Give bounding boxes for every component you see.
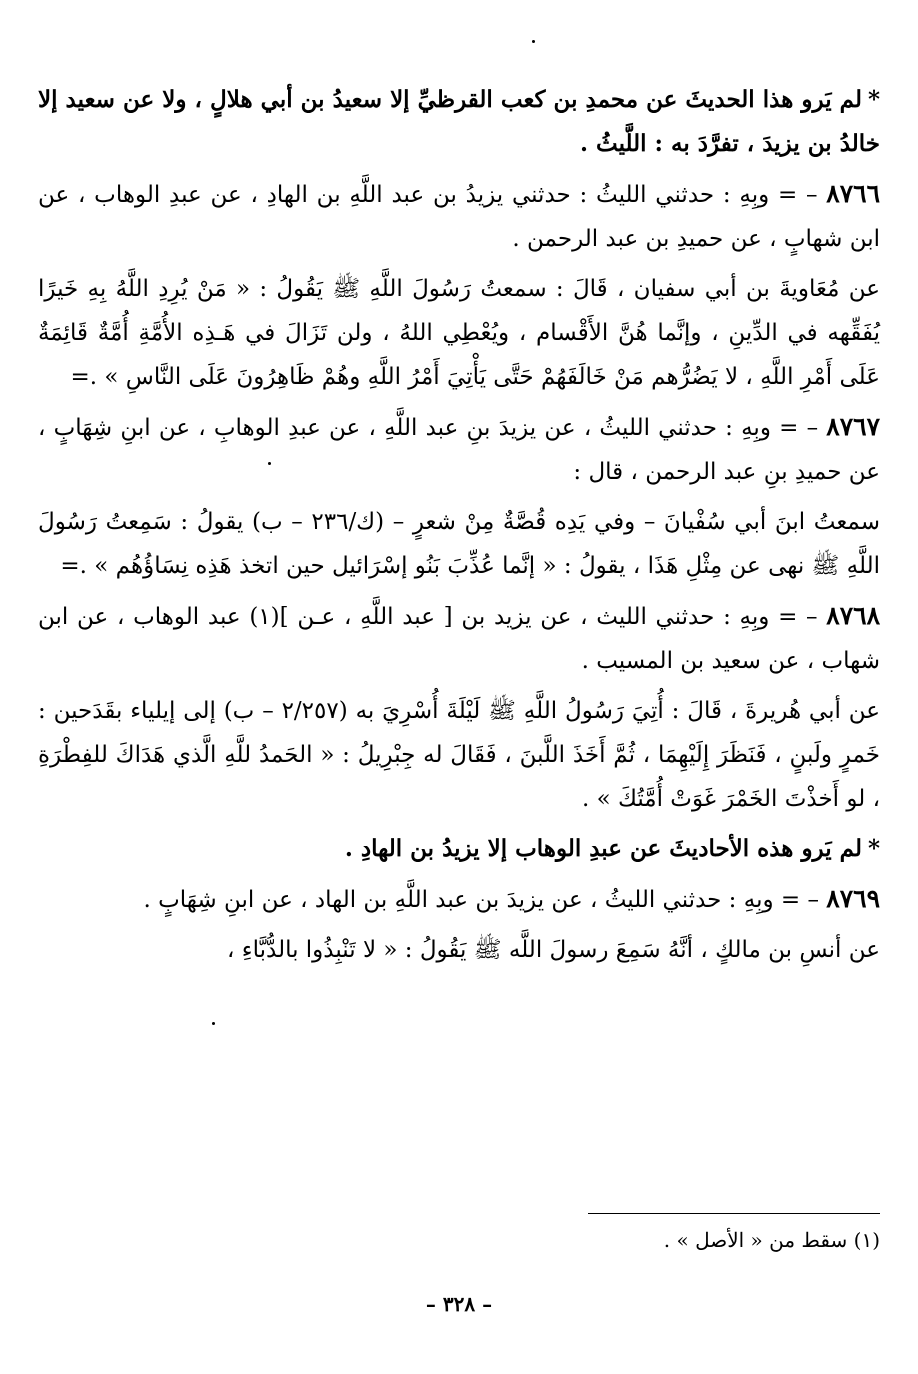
hadith-matn xyxy=(38,267,880,399)
note-text: لم يَرو هذا الحديثَ عن محمدِ بن كعب القرظيِّ إلا سعيدُ بن أبي هلالٍ ، ولا عن سعيد إلا خالدُ بن يزيدَ ، تفرَّدَ به : اللَّيثُ . xyxy=(38,86,880,157)
hadith-matn xyxy=(38,500,880,588)
scan-speck xyxy=(532,40,535,43)
hadith-number: ٨٧٦٧ xyxy=(826,412,880,441)
star-marker: * xyxy=(867,835,880,862)
editorial-note xyxy=(38,78,880,166)
hadith-isnad xyxy=(38,172,880,261)
page-number: – ٣٢٨ – xyxy=(425,1292,493,1316)
hadith-matn xyxy=(38,689,880,821)
editorial-note xyxy=(38,827,880,871)
note-text: لم يَرو هذه الأحاديثَ عن عبدِ الوهاب إلا يزيدُ بن الهادِ . xyxy=(344,835,862,862)
hadith-matn xyxy=(38,928,880,972)
hadith-isnad xyxy=(38,877,880,922)
hadith-number: ٨٧٦٩ xyxy=(826,884,880,913)
star-marker: * xyxy=(867,86,880,113)
hadith-number: ٨٧٦٨ xyxy=(826,601,880,630)
isnad-text: – = وبِهِ : حدثني الليث ، عن يزيد بن [ عبد اللَّهِ ، عـن ](١) عبد الوهاب ، عن ابن شهاب ، عن سعيد بن المسيب . xyxy=(38,604,880,674)
hadith-isnad xyxy=(38,405,880,494)
footnote-divider xyxy=(588,1213,880,1214)
matn-text: عن مُعَاويةَ بن أبي سفيان ، قَالَ : سمعتُ رَسُولَ اللَّهِ ﷺ يَقُولُ : « مَنْ يُرِدِ اللَّهُ بِهِ خَيرًا يُفَقِّهه في الدِّينِ ، وإنَّما هُنَّ الأَقْسام ، ويُعْطِي اللهُ ، ولن تَزَالَ في هَـذِه الأُمَّةِ أُمَّةٌ قَائِمَةٌ عَلَى أَمْرِ اللَّهِ ، لا يَضُرُّهم مَنْ خَالَفَهُمْ حَتَّى يَأْتِيَ أَمْرُ اللَّهِ وهُمْ ظَاهِرُونَ عَلَى النَّاسِ » .= xyxy=(38,276,880,390)
isnad-text: – = وبِهِ : حدثني الليثُ ، عن يزيدَ بنِ عبد اللَّهِ ، عن عبدِ الوهابِ ، عن ابنِ شِهَابٍ ، عن حميدِ بنِ عبد الرحمن ، قال : xyxy=(38,415,880,485)
hadith-isnad xyxy=(38,594,880,683)
matn-text: عن أبي هُريرةَ ، قَالَ : أُتِيَ رَسُولُ اللَّهِ ﷺ لَيْلَةَ أُسْرِيَ به (٢/٢٥٧ – ب) إلى إيلياء بقَدَحين : خَمرٍ ولَبنٍ ، فَنَظَرَ إِلَيْهِمَا ، ثُمَّ أَخَذَ اللَّبنَ ، فَقَالَ له جِبْرِيلُ : « الحَمدُ للَّهِ الَّذي هَدَاكَ للفِطْرَةِ ، لو أَخذْتَ الخَمْرَ غَوَتْ أُمَّتُكَ » . xyxy=(38,698,880,812)
scan-speck xyxy=(212,1022,215,1025)
matn-text: سمعتُ ابنَ أبي سُفْيانَ – وفي يَدِه قُصَّةٌ مِنْ شعرٍ – (ك/٢٣٦ – ب) يقولُ : سَمِعتُ رَسُولَ اللَّهِ ﷺ نهى عن مِثْلِ هَذَا ، يقولُ : « إنَّما عُذِّبَ بَنُو إسْرَائيل حين اتخذ هَذِه نِسَاؤُهُم » .= xyxy=(38,509,881,579)
hadith-number: ٨٧٦٦ xyxy=(826,179,880,208)
page-body xyxy=(38,78,880,978)
scan-speck xyxy=(268,462,271,465)
matn-text: عن أنسِ بن مالكٍ ، أنَّهُ سَمِعَ رسولَ اللَّه ﷺ يَقُولُ : « لا تَنْبِذُوا بالدُّبَّاءِ ، xyxy=(227,937,880,963)
isnad-text: – = وبِهِ : حدثني الليثُ ، عن يزيدَ بن عبد اللَّهِ بن الهاد ، عن ابنِ شِهَابٍ . xyxy=(143,887,827,913)
footnote: (١) سقط من « الأصل » . xyxy=(663,1228,880,1252)
isnad-text: – = وبِهِ : حدثني الليثُ : حدثني يزيدُ بن عبد اللَّهِ بن الهادِ ، عن عبدِ الوهاب ، عن ابن شهابٍ ، عن حميدِ بن عبد الرحمن . xyxy=(38,182,880,252)
